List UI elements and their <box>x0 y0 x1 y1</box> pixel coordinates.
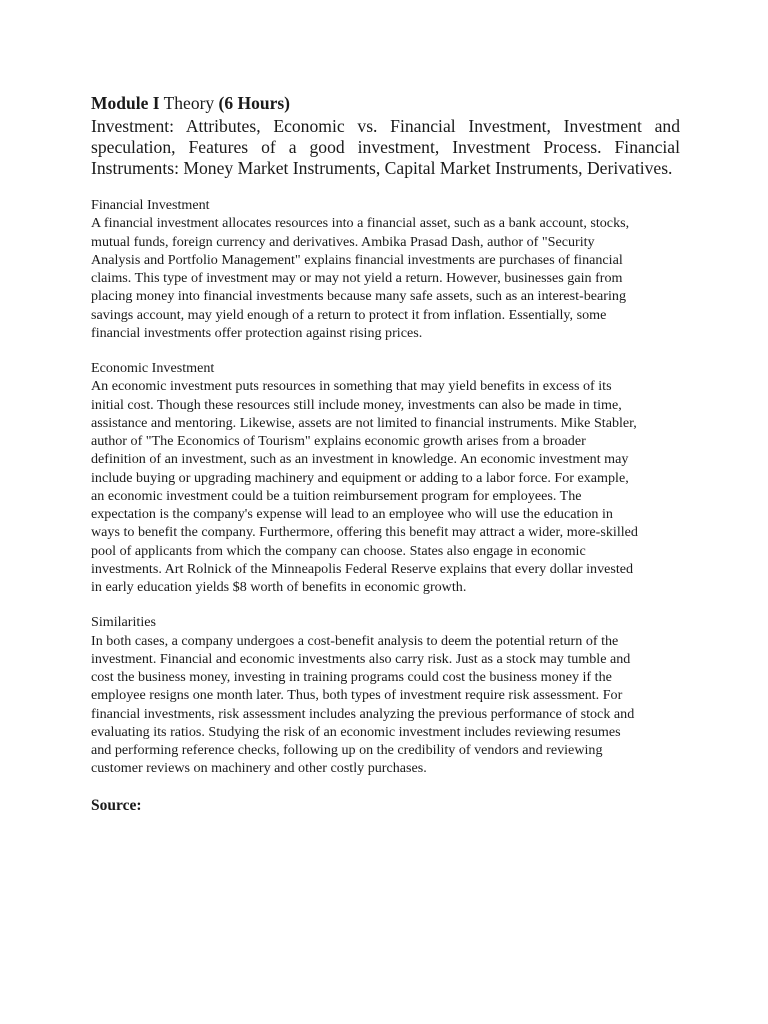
body-line: assistance and mentoring. Likewise, assets are not limited to financial instruments. Mike Stabler, <box>91 414 637 431</box>
body-line: and performing reference checks, following up on the credibility of vendors and reviewing <box>91 742 603 758</box>
section-similarities <box>91 613 680 777</box>
body-line: in early education yields $8 worth of benefits in economic growth. <box>91 579 467 595</box>
body-line: financial investments, risk assessment includes analyzing the previous performance of stock and <box>91 705 635 722</box>
body-line: evaluating its ratios. Studying the risk of an economic investment includes reviewing resumes <box>91 723 621 740</box>
body-line: investments. Art Rolnick of the Minneapolis Federal Reserve explains that every dollar invested <box>91 560 634 577</box>
body-line: include buying or upgrading machinery and equipment or adding to a labor force. For example, <box>91 469 629 486</box>
body-line: placing money into financial investments because many safe assets, such as an interest-bearing <box>91 288 626 305</box>
body-line: A financial investment allocates resources into a financial asset, such as a bank account, stocks, <box>91 215 630 232</box>
body-line: cost the business money, investing in training programs could cost the business money if the <box>91 669 612 685</box>
body-line: pool of applicants from which the company can choose. States also engage in economic <box>91 542 586 559</box>
intro-line: speculation, Features of a good investment, Investment Process. Financial <box>91 137 680 157</box>
section-body <box>91 377 680 596</box>
body-line: An economic investment puts resources in something that may yield benefits in excess of its <box>91 378 612 395</box>
body-line: employee resigns one month later. Thus, both types of investment require risk assessment. For <box>91 687 623 704</box>
body-line: financial investments offer protection against rising prices. <box>91 324 423 341</box>
module-heading-hours: (6 Hours) <box>218 93 290 113</box>
module-heading-bold: Module I <box>91 93 160 113</box>
section-body <box>91 632 680 778</box>
source-label: Source: <box>91 796 142 814</box>
module-heading <box>91 92 680 114</box>
body-line: an economic investment could be a tuition reimbursement program for employees. The <box>91 487 582 504</box>
body-line: In both cases, a company undergoes a cost-benefit analysis to deem the potential return of the <box>91 632 619 649</box>
section-title: Similarities <box>91 614 156 631</box>
section-body <box>91 214 680 342</box>
module-intro <box>91 116 680 179</box>
section-title: Financial Investment <box>91 197 210 213</box>
intro-line: Investment: Attributes, Economic vs. Financial Investment, Investment and <box>91 116 680 136</box>
body-line: customer reviews on machinery and other costly purchases. <box>91 760 427 777</box>
body-line: definition of an investment, such as an investment in knowledge. An economic investment may <box>91 451 629 468</box>
body-line: savings account, may yield enough of a return to protect it from inflation. Essentially, some <box>91 306 607 323</box>
body-line: Analysis and Portfolio Management" explains financial investments are purchases of financial <box>91 251 623 268</box>
body-line: investment. Financial and economic investments also carry risk. Just as a stock may tumble and <box>91 650 631 667</box>
body-line: author of "The Economics of Tourism" explains economic growth arises from a broader <box>91 433 586 449</box>
sections <box>91 196 680 778</box>
intro-line: Instruments: Money Market Instruments, Capital Market Instruments, Derivatives. <box>91 158 673 178</box>
body-line: ways to benefit the company. Furthermore, offering this benefit may attract a wider, more-skilled <box>91 524 638 541</box>
section-economic-investment <box>91 359 680 596</box>
module-heading-plain: Theory <box>159 93 219 113</box>
body-line: claims. This type of investment may or may not yield a return. However, businesses gain from <box>91 270 623 286</box>
section-title: Economic Investment <box>91 360 215 376</box>
body-line: mutual funds, foreign currency and derivatives. Ambika Prasad Dash, author of "Security <box>91 233 595 250</box>
body-line: expectation is the company's expense will lead to an employee who will use the education in <box>91 506 613 522</box>
section-financial-investment <box>91 196 680 342</box>
body-line: initial cost. Though these resources still include money, investments can also be made in time, <box>91 396 622 413</box>
